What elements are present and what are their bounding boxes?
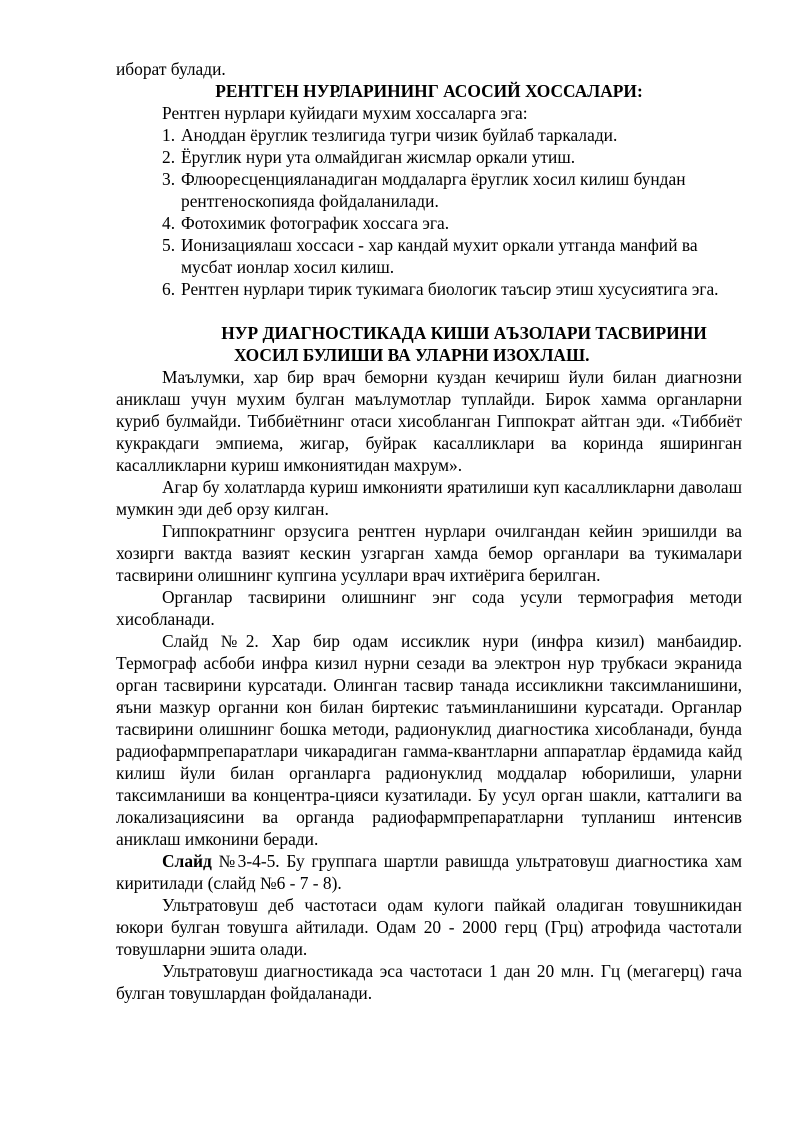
list-item-number: 6. bbox=[162, 279, 176, 299]
list-item-number: 2. bbox=[162, 147, 176, 167]
section-heading-diagnostics-line1: НУР ДИАГНОСТИКАДА КИШИ АЪЗОЛАРИ ТАСВИРИНИ bbox=[221, 323, 707, 343]
list-item-number: 1. bbox=[162, 125, 176, 145]
slide-paragraph-text: №3-4-5. Бу группага шартли равишда ультратовуш диагностика хам киритилади (слайд №6 - 7 - 8). bbox=[116, 851, 742, 893]
list-item bbox=[162, 168, 742, 212]
list-item bbox=[162, 234, 742, 278]
list-item-text: Фотохимик фотографик хоссага эга. bbox=[181, 213, 450, 233]
section-heading-diagnostics-line2: ХОСИЛ БУЛИШИ ВА УЛАРНИ ИЗОХЛАШ. bbox=[234, 345, 590, 365]
list-item-text: Флюоресценцияланадиган моддаларга ёруглик хосил килиш бундан рентгеноскопияда фойдаланилади. bbox=[181, 169, 686, 211]
list-item-text: Рентген нурлари тирик тукимага биологик таъсир этиш хусусиятига эга. bbox=[181, 279, 719, 299]
paragraph: Ультратовуш диагностикада эса частотаси 1 дан 20 млн. Гц (мегагерц) гача булган товушлардан фойдаланади. bbox=[116, 961, 742, 1003]
continuation-line: иборат булади. bbox=[116, 59, 226, 79]
properties-list bbox=[116, 124, 742, 300]
list-item-text: Аноддан ёруглик тезлигида тугри чизик буйлаб таркалади. bbox=[181, 125, 618, 145]
page-content bbox=[116, 58, 742, 1004]
paragraph: Маълумки, хар бир врач беморни куздан кечириш йули билан диагнозни аниклаш учун мухим булган маълумотлар туплайди. Бирок хамма органларни куриб булмайди. Тиббиётнинг отаси хисобланган Гиппократ айтган эди. «Тиббиёт кукракдаги эмпиема, жигар, буйрак касалликлари ва коринда яширинган касалликларни куриш имкониятидан махрум». bbox=[116, 367, 742, 475]
section-gap bbox=[116, 300, 742, 322]
paragraph: Слайд №2. Хар бир одам иссиклик нури (инфра кизил) манбаидир. Термограф асбоби инфра кизил нурни сезади ва электрон нур трубкаси экранида орган тасвирини курсатади. Олинган тасвир танада иссикликни таксимланишини, яъни мазкур органни кон билан биртекис таъминланишини курсатади. Органлар тасвирини олишнинг бошка методи, радионуклид диагностика хисобланади, бунда радиофармпрепаратлари чикарадиган гамма-квантларни аппаратлар ёрдамида кайд килиш йули билан органларга радионуклид моддалар юборилиши, уларни таксимланиши ва концентра-цияси кузатилади. Бу усул орган шакли, катталиги ва локализациясини ва органда радиофармпрепаратларни тупланиш интенсив аниклаш имконини беради. bbox=[116, 631, 742, 849]
list-item-number: 4. bbox=[162, 213, 176, 233]
properties-intro: Рентген нурлари куйидаги мухим хоссаларга эга: bbox=[162, 103, 528, 123]
list-item bbox=[162, 146, 742, 168]
list-item bbox=[162, 278, 742, 300]
slide-paragraph bbox=[116, 850, 742, 894]
list-item-text: Ёруглик нури ута олмайдиган жисмлар оркали утиш. bbox=[181, 147, 576, 167]
slide-keyword: Слайд bbox=[162, 851, 212, 871]
list-item-number: 3. bbox=[162, 169, 176, 189]
list-item-text: Ионизациялаш хоссаси - хар кандай мухит оркали утганда манфий ва мусбат ионлар хосил килиш. bbox=[181, 235, 698, 277]
paragraph: Органлар тасвирини олишнинг энг сода усули термография методи хисобланади. bbox=[116, 587, 742, 629]
list-item bbox=[162, 124, 742, 146]
paragraph: Агар бу холатларда куриш имконияти яратилиши куп касалликларни даволаш мумкин эди деб орзу килган. bbox=[116, 477, 742, 519]
list-item-number: 5. bbox=[162, 235, 176, 255]
paragraph: Ультратовуш деб частотаси одам кулоги пайкай оладиган товушникидан юкори булган товушга айтилади. Одам 20 - 2000 герц (Грц) атрофида частотали товушларни эшита олади. bbox=[116, 895, 742, 959]
list-item bbox=[162, 212, 742, 234]
section-heading-properties: РЕНТГЕН НУРЛАРИНИНГ АСОСИЙ ХОССАЛАРИ: bbox=[215, 81, 643, 101]
paragraph: Гиппократнинг орзусига рентген нурлари очилгандан кейин эришилди ва хозирги вактда вазият кескин узгарган хамда бемор органлари ва тукималари тасвирини олишнинг купгина усуллари врач ихтиёрига берилган. bbox=[116, 521, 742, 585]
